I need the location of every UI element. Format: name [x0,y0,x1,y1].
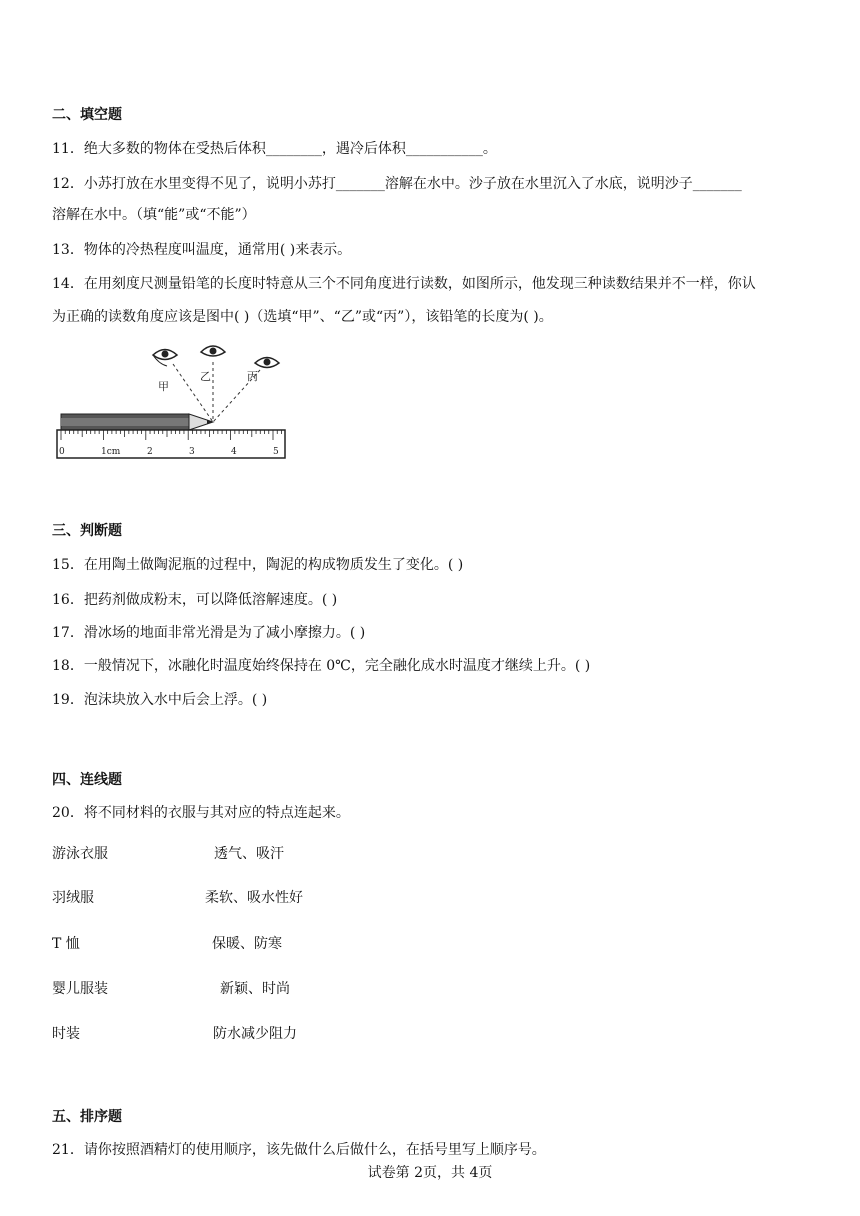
question-21: 21．请你按照酒精灯的使用顺序，该先做什么后做什么，在括号里写上顺序号。 [52,1142,546,1158]
ruler-reading-figure [55,338,295,457]
question-11: 11．绝大多数的物体在受热后体积________，遇冷后体积___________。 [52,141,497,157]
question-12-line1: 12．小苏打放在水里变得不见了，说明小苏打_______溶解在水中。沙子放在水里沉入了水底，说明沙子_______ [52,176,742,192]
feature-item-5: 防水减少阻力 [213,1026,297,1042]
question-16: 16．把药剂做成粉末，可以降低溶解速度。( ) [52,592,338,608]
clothing-item-3: T 恤 [52,936,80,952]
eye-yi-icon [201,346,225,356]
clothing-item-2: 羽绒服 [52,890,94,906]
section-heading-order: 五、排序题 [52,1109,122,1125]
ruler [57,430,285,458]
pencil [61,414,213,430]
eye-label-jia: 甲 [158,380,169,393]
eye-bing-icon [255,358,279,368]
ruler-label-5: 5 [273,447,279,457]
question-13: 13．物体的冷热程度叫温度，通常用( )来表示。 [52,242,352,258]
ruler-label-4: 4 [231,447,237,457]
question-15: 15．在用陶土做陶泥瓶的过程中，陶泥的构成物质发生了变化。( ) [52,557,464,573]
feature-item-1: 透气、吸汗 [214,846,284,862]
question-20: 20．将不同材料的衣服与其对应的特点连起来。 [52,805,350,821]
eye-jia-icon [153,350,177,367]
section-heading-connect: 四、连线题 [52,772,122,788]
question-14-line2: 为正确的读数角度应该是图中( )（选填“甲”、“乙”或“丙”），该铅笔的长度为( )。 [52,309,553,325]
ruler-label-1: 1cm [101,447,121,457]
clothing-item-1: 游泳衣服 [52,846,108,862]
ruler-label-0: 0 [59,447,65,457]
clothing-item-4: 婴儿服装 [52,981,108,997]
section-heading-fill: 二、填空题 [52,107,122,123]
question-12-line2: 溶解在水中。（填“能”或“不能”） [52,207,256,223]
question-17: 17．滑冰场的地面非常光滑是为了减小摩擦力。( ) [52,625,366,641]
ruler-label-2: 2 [147,447,153,457]
eye-label-yi: 乙 [200,370,211,383]
eye-label-bing: 丙 [247,370,258,383]
question-14-line1: 14．在用刻度尺测量铅笔的长度时特意从三个不同角度进行读数，如图所示，他发现三种读数结果并不一样，你认 [52,276,756,292]
ruler-label-3: 3 [189,447,195,457]
feature-item-3: 保暖、防寒 [212,936,282,952]
clothing-item-5: 时装 [52,1026,80,1042]
question-19: 19．泡沫块放入水中后会上浮。( ) [52,692,268,708]
section-heading-judge: 三、判断题 [52,523,122,539]
page-footer: 试卷第 2页，共 4页 [367,1165,493,1181]
feature-item-2: 柔软、吸水性好 [205,890,303,906]
question-18: 18．一般情况下，冰融化时温度始终保持在 0℃，完全融化成水时温度才继续上升。( ) [52,658,591,674]
feature-item-4: 新颖、时尚 [220,981,290,997]
